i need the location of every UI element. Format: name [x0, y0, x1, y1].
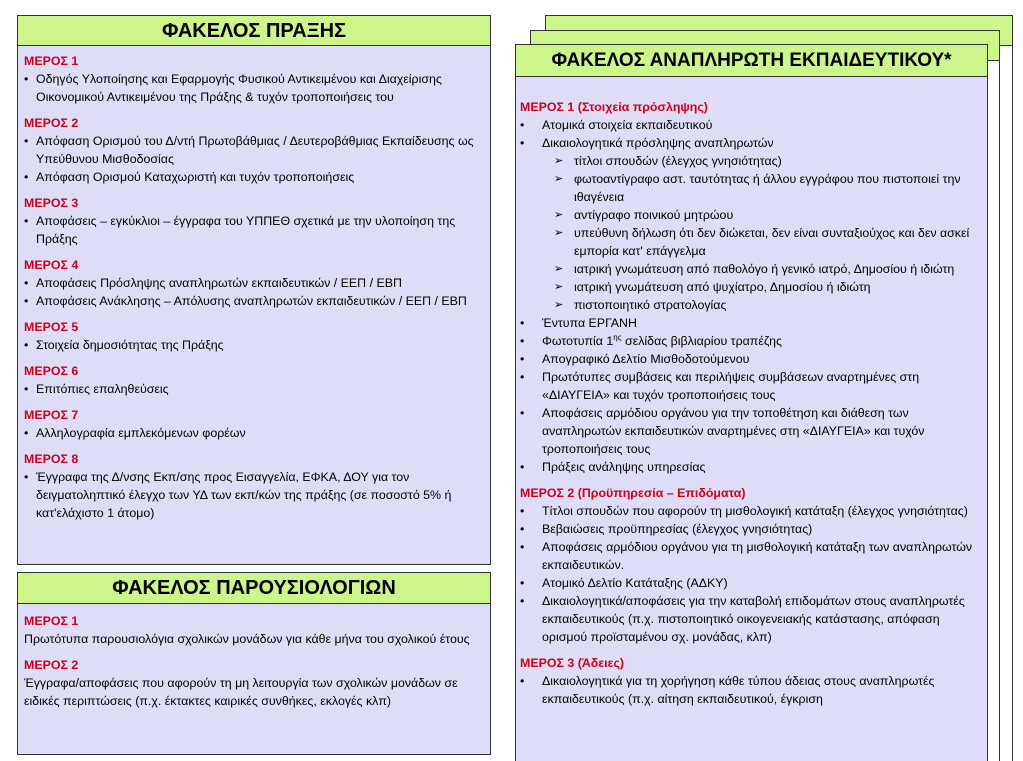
praxi-heading: ΜΕΡΟΣ 1 — [24, 54, 79, 68]
list-item: • Αποφάσεις αρμόδιου οργάνου για τη μισθολογική κατάταξη των αναπληρωτών εκπαιδευτικών. — [520, 538, 975, 574]
list-item: • Οδηγός Υλοποίησης και Εφαρμογής Φυσικού Αντικειμένου και Διαχείρισης Οικονομικού Αντικειμένου της Πράξης & τυχόν τροποποιήσεις του — [24, 70, 476, 106]
anaplirotis-heading: ΜΕΡΟΣ 3 (Άδειες) — [520, 656, 625, 670]
praxi-heading: ΜΕΡΟΣ 6 — [24, 364, 79, 378]
folder-back-sheet-2 — [1012, 45, 1013, 761]
sub-list-item: ➢ υπεύθυνη δήλωση ότι δεν διώκεται, δεν είναι συνταξιούχος και δεν ασκεί εμπορία κατ' επάγγελμα — [520, 224, 975, 260]
list-item: • Αποφάσεις Ανάκλησης – Απόλυσης αναπληρωτών εκπαιδευτικών / ΕΕΠ / ΕΒΠ — [24, 292, 476, 310]
praxi-heading: ΜΕΡΟΣ 7 — [24, 408, 79, 422]
praxi-heading: ΜΕΡΟΣ 4 — [24, 258, 79, 272]
list-item: • Πράξεις ανάληψης υπηρεσίας — [520, 458, 975, 476]
parousiologion-text: Πρωτότυπα παρουσιολόγια σχολικών μονάδων για κάθε μήνα του σχολικού έτους — [24, 632, 470, 646]
anaplirotis-heading: ΜΕΡΟΣ 1 (Στοιχεία πρόσληψης) — [520, 100, 708, 114]
list-item: • Αποφάσεις – εγκύκλιοι – έγγραφα του ΥΠΠΕΘ σχετικά με την υλοποίηση της Πράξης — [24, 212, 476, 248]
parousiologion-title — [17, 572, 491, 604]
list-item: • Στοιχεία δημοσιότητας της Πράξης — [24, 336, 476, 354]
anaplirotis-title-text: ΦΑΚΕΛΟΣ ΑΝΑΠΛΗΡΩΤΗ ΕΚΠΑΙΔΕΥΤΙΚΟΥ* — [551, 50, 952, 71]
praxi-heading: ΜΕΡΟΣ 5 — [24, 320, 79, 334]
sub-list-item: ➢ φωτοαντίγραφο αστ. ταυτότητας ή άλλου εγγράφου που πιστοποιεί την ιθαγένεια — [520, 170, 975, 206]
list-item: • Δικαιολογητικά για τη χορήγηση κάθε τύπου άδειας στους αναπληρωτές εκπαιδευτικούς (π.χ. αίτηση εκπαιδευτικού, έγκριση — [520, 672, 975, 708]
parousiologion-heading: ΜΕΡΟΣ 2 — [24, 658, 79, 672]
anaplirotis-heading: ΜΕΡΟΣ 2 (Προϋπηρεσία – Επιδόματα) — [520, 486, 746, 500]
anaplirotis-body — [520, 98, 975, 708]
sub-list-item: ➢ πιστοποιητικό στρατολογίας — [520, 296, 975, 314]
superscript: ης — [613, 332, 622, 342]
praxi-title — [17, 15, 491, 46]
praxi-heading: ΜΕΡΟΣ 2 — [24, 116, 79, 130]
parousiologion-title-text: ΦΑΚΕΛΟΣ ΠΑΡΟΥΣΙΟΛΟΓΙΩΝ — [112, 577, 396, 599]
folder-back-sheet-1 — [999, 60, 1000, 761]
list-item: • Αποφάσεις αρμόδιου οργάνου για την τοποθέτηση και διάθεση των αναπληρωτών εκπαιδευτικών αναρτημένες στη «ΔΙΑΥΓΕΙΑ» και τυχόν τροποποιήσεις τους — [520, 404, 975, 458]
list-item: • Ατομικά στοιχεία εκπαιδευτικού — [520, 116, 975, 134]
praxi-body — [24, 52, 476, 522]
praxi-title-text: ΦΑΚΕΛΟΣ ΠΡΑΞΗΣ — [161, 20, 347, 42]
sub-list-item: ➢ αντίγραφο ποινικού μητρώου — [520, 206, 975, 224]
sub-list-item: ➢ τίτλοι σπουδών (έλεγχος γνησιότητας) — [520, 152, 975, 170]
praxi-heading: ΜΕΡΟΣ 3 — [24, 196, 79, 210]
list-item-text: σελίδας βιβλιαρίου τραπέζης — [621, 334, 782, 348]
anaplirotis-title — [515, 44, 988, 77]
list-item: • Δικαιολογητικά πρόσληψης αναπληρωτών — [520, 134, 975, 152]
parousiologion-body — [24, 612, 476, 710]
list-item: • Έγγραφα της Δ/νσης Εκπ/σης προς Εισαγγελία, ΕΦΚΑ, ΔΟΥ για τον δειγματοληπτικό έλεγχο των ΥΔ των εκπ/κών της πράξης (σε ποσοστό 5% ή κατ'ελάχιστο 1 άτομο) — [24, 468, 476, 522]
sub-list-item: ➢ ιατρική γνωμάτευση από παθολόγο ή γενικό ιατρό, Δημοσίου ή ιδιώτη — [520, 260, 975, 278]
list-item: • Ατομικό Δελτίο Κατάταξης (ΑΔΚΥ) — [520, 574, 975, 592]
list-item: • Επιτόπιες επαληθεύσεις — [24, 380, 476, 398]
sub-list-item: ➢ ιατρική γνωμάτευση από ψυχίατρο, Δημοσίου ή ιδιώτη — [520, 278, 975, 296]
list-item: • Απόφαση Ορισμού του Δ/ντή Πρωτοβάθμιας / Δευτεροβάθμιας Εκπαίδευσης ως Υπεύθυνου Μισθοδοσίας — [24, 132, 476, 168]
praxi-heading: ΜΕΡΟΣ 8 — [24, 452, 79, 466]
list-item: • Πρωτότυπες συμβάσεις και περιλήψεις συμβάσεων αναρτημένες στη «ΔΙΑΥΓΕΙΑ» και τυχόν τροποποιήσεις τους — [520, 368, 975, 404]
list-item: • Έντυπα ΕΡΓΑΝΗ — [520, 314, 975, 332]
list-item: • Βεβαιώσεις προϋπηρεσίας (έλεγχος γνησιότητας) — [520, 520, 975, 538]
list-item: • Δικαιολογητικά/αποφάσεις για την καταβολή επιδομάτων στους αναπληρωτές εκπαιδευτικούς (π.χ. πιστοποιητικό οικογενειακής κατάστασης, απόφαση ορισμού προϊσταμένου σχ. μονάδας, κλπ) — [520, 592, 975, 646]
list-item: • Αποφάσεις Πρόσληψης αναπληρωτών εκπαιδευτικών / ΕΕΠ / ΕΒΠ — [24, 274, 476, 292]
list-item-text: Φωτοτυπία 1 — [542, 334, 614, 348]
list-item: • Απογραφικό Δελτίο Μισθοδοτούμενου — [520, 350, 975, 368]
list-item: • Αλληλογραφία εμπλεκόμενων φορέων — [24, 424, 476, 442]
list-item — [520, 332, 975, 350]
parousiologion-text: Έγγραφα/αποφάσεις που αφορούν τη μη λειτουργία των σχολικών μονάδων σε ειδικές περιπτώσεις (π.χ. έκτακτες καιρικές συνθήκες, εκλογές κλπ) — [24, 676, 458, 708]
parousiologion-heading: ΜΕΡΟΣ 1 — [24, 614, 79, 628]
list-item: • Τίτλοι σπουδών που αφορούν τη μισθολογική κατάταξη (έλεγχος γνησιότητας) — [520, 502, 975, 520]
list-item: • Απόφαση Ορισμού Καταχωριστή και τυχόν τροποποιήσεις — [24, 168, 476, 186]
